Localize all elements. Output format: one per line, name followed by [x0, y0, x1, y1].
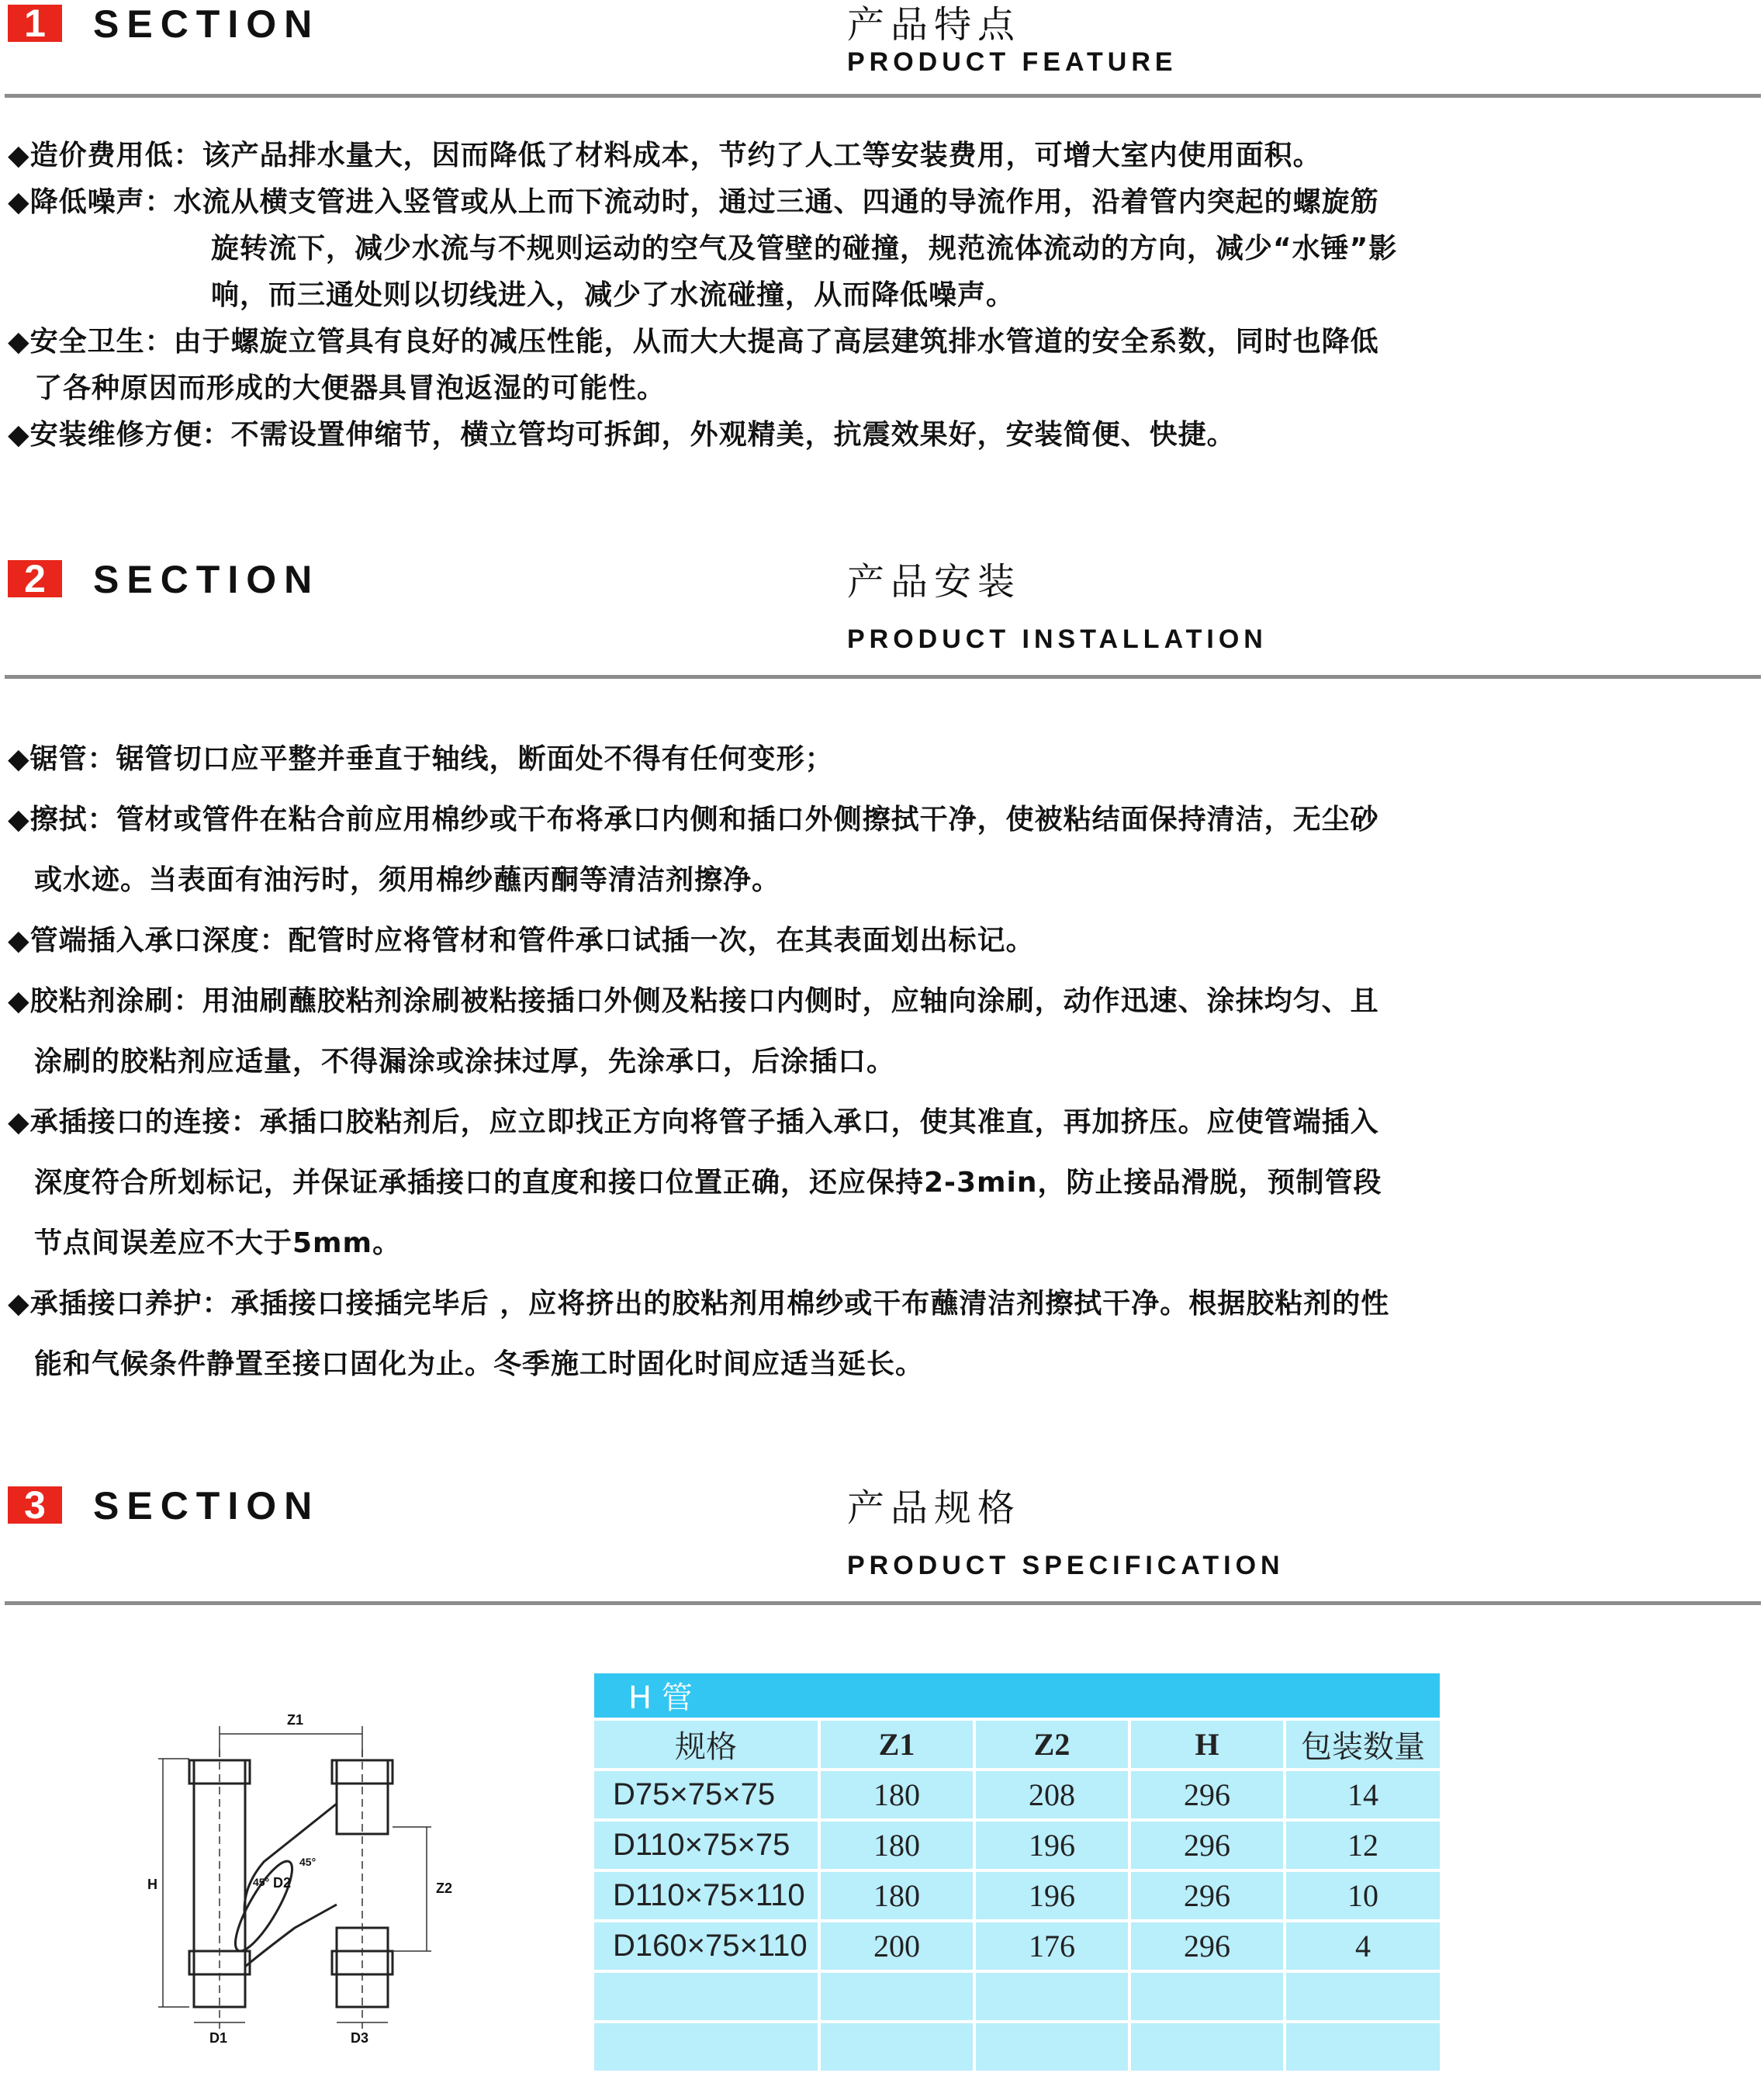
h-label: H [147, 1877, 157, 1892]
feature-line: ◆安全卫生：由于螺旋立管具有良好的减压性能，从而大大提高了高层建筑排水管道的安全系数，同时也降低 [8, 326, 1379, 358]
table-row [594, 1921, 1440, 1971]
section-number-badge: 3 [8, 1486, 62, 1524]
table-cell: 10 [1285, 1870, 1440, 1921]
table-cell: 4 [1285, 1921, 1440, 1971]
table-cell [1129, 2022, 1285, 2072]
table-caption-row [594, 1673, 1440, 1719]
feature-line: 旋转流下，减少水流与不规则运动的空气及管壁的碰撞，规范流体流动的方向，减少“水锤”影 [211, 233, 1398, 265]
table-cell [1285, 2022, 1440, 2072]
table-cell [594, 2022, 819, 2072]
table-cell: 196 [974, 1820, 1129, 1870]
table-row [594, 1770, 1440, 1820]
angle-label: 45° [299, 1856, 316, 1868]
section-title-cn: 产品安装 [847, 560, 1022, 604]
table-cell: 296 [1129, 1820, 1285, 1870]
table-cell: D160×75×110 [594, 1921, 819, 1971]
d3-label: D3 [351, 2030, 369, 2044]
install-line: 节点间误差应不大于5mm。 [34, 1227, 402, 1259]
column-header: 包装数量 [1285, 1719, 1440, 1770]
install-line: ◆胶粘剂涂刷：用油刷蘸胶粘剂涂刷被粘接插口外侧及粘接口内侧时，应轴向涂刷，动作迅速、涂抹均匀、且 [8, 985, 1379, 1017]
table-cell: 208 [974, 1770, 1129, 1820]
feature-line: ◆安装维修方便：不需设置伸缩节，横立管均可拆卸，外观精美，抗震效果好，安装简便、快捷。 [8, 419, 1236, 451]
install-line: ◆锯管：锯管切口应平整并垂直于轴线，断面处不得有任何变形； [8, 743, 834, 775]
feature-line: 响，而三通处则以切线进入，减少了水流碰撞，从而降低噪声。 [211, 279, 1015, 311]
table-cell: D110×75×110 [594, 1870, 819, 1921]
install-line: 深度符合所划标记，并保证承插接口的直度和接口位置正确，还应保持2-3min，防止接品滑脱，预制管段 [34, 1167, 1382, 1199]
spec-table [594, 1673, 1440, 2074]
feature-line: ◆降低噪声：水流从横支管进入竖管或从上而下流动时，通过三通、四通的导流作用，沿着管内突起的螺旋筋 [8, 186, 1379, 218]
table-cell [1129, 1971, 1285, 2022]
section-number-badge: 2 [8, 560, 62, 597]
section-label: SECTION [93, 558, 320, 601]
table-cell: 12 [1285, 1820, 1440, 1870]
table-cell: 180 [819, 1870, 974, 1921]
table-cell: 176 [974, 1921, 1129, 1971]
section-number-badge: 1 [8, 5, 62, 42]
install-line: ◆承插接口养护：承插接口接插完毕后 ，应将挤出的胶粘剂用棉纱或干布蘸清洁剂擦拭干净。根据胶粘剂的性 [8, 1288, 1390, 1320]
install-line: 能和气候条件静置至接口固化为止。冬季施工时固化时间应适当延长。 [34, 1348, 925, 1380]
table-cell: 296 [1129, 1770, 1285, 1820]
install-line: ◆擦拭：管材或管件在粘合前应用棉纱或干布将承口内侧和插口外侧擦拭干净，使被粘结面保持清洁，无尘砂 [8, 804, 1379, 836]
table-caption: H 管 [594, 1673, 1440, 1719]
angle-label: 45° [253, 1876, 270, 1888]
table-cell: D75×75×75 [594, 1770, 819, 1820]
table-cell: D110×75×75 [594, 1820, 819, 1870]
d1-label: D1 [209, 2030, 228, 2044]
column-header: 规格 [594, 1719, 819, 1770]
table-row [594, 1820, 1440, 1870]
section-divider [5, 94, 1761, 98]
table-cell: 200 [819, 1921, 974, 1971]
section-divider [5, 1601, 1761, 1605]
table-header-row [594, 1719, 1440, 1770]
section-title-cn: 产品特点 [847, 3, 1022, 47]
feature-line: ◆造价费用低：该产品排水量大，因而降低了材料成本，节约了人工等安装费用，可增大室内使用面积。 [8, 140, 1322, 171]
section-title-en: PRODUCT INSTALLATION [847, 625, 1268, 654]
table-cell: 296 [1129, 1870, 1285, 1921]
install-line: ◆管端插入承口深度：配管时应将管材和管件承口试插一次，在其表面划出标记。 [8, 925, 1035, 957]
table-cell: 296 [1129, 1921, 1285, 1971]
table-cell: 180 [819, 1770, 974, 1820]
section-title-en: PRODUCT FEATURE [847, 47, 1178, 77]
table-row [594, 1971, 1440, 2022]
d2-label: D2 [273, 1875, 292, 1891]
section-title-en: PRODUCT SPECIFICATION [847, 1551, 1285, 1580]
table-cell [594, 1971, 819, 2022]
section-label: SECTION [93, 1484, 320, 1528]
table-cell [819, 2022, 974, 2072]
section-title-cn: 产品规格 [847, 1486, 1022, 1530]
table-cell [819, 1971, 974, 2022]
install-line: 涂刷的胶粘剂应适量，不得漏涂或涂抹过厚，先涂承口，后涂插口。 [34, 1046, 896, 1078]
column-header: Z2 [974, 1719, 1129, 1770]
z2-label: Z2 [436, 1881, 453, 1896]
column-header: H [1129, 1719, 1285, 1770]
z1-label: Z1 [287, 1712, 304, 1728]
table-cell [974, 1971, 1129, 2022]
install-line: 或水迹。当表面有油污时，须用棉纱蘸丙酮等清洁剂擦净。 [34, 864, 781, 896]
table-cell [974, 2022, 1129, 2072]
section-label: SECTION [93, 2, 320, 46]
table-cell: 14 [1285, 1770, 1440, 1820]
section-divider [5, 675, 1761, 679]
table-row [594, 2022, 1440, 2072]
table-cell: 180 [819, 1820, 974, 1870]
table-row [594, 1870, 1440, 1921]
install-line: ◆承插接口的连接：承插口胶粘剂后，应立即找正方向将管子插入承口，使其准直，再加挤压。应使管端插入 [8, 1106, 1379, 1138]
h-pipe-drawing [147, 1703, 473, 2044]
table-cell: 196 [974, 1870, 1129, 1921]
column-header: Z1 [819, 1719, 974, 1770]
table-cell [1285, 1971, 1440, 2022]
feature-line: 了各种原因而形成的大便器具冒泡返湿的可能性。 [34, 372, 666, 404]
